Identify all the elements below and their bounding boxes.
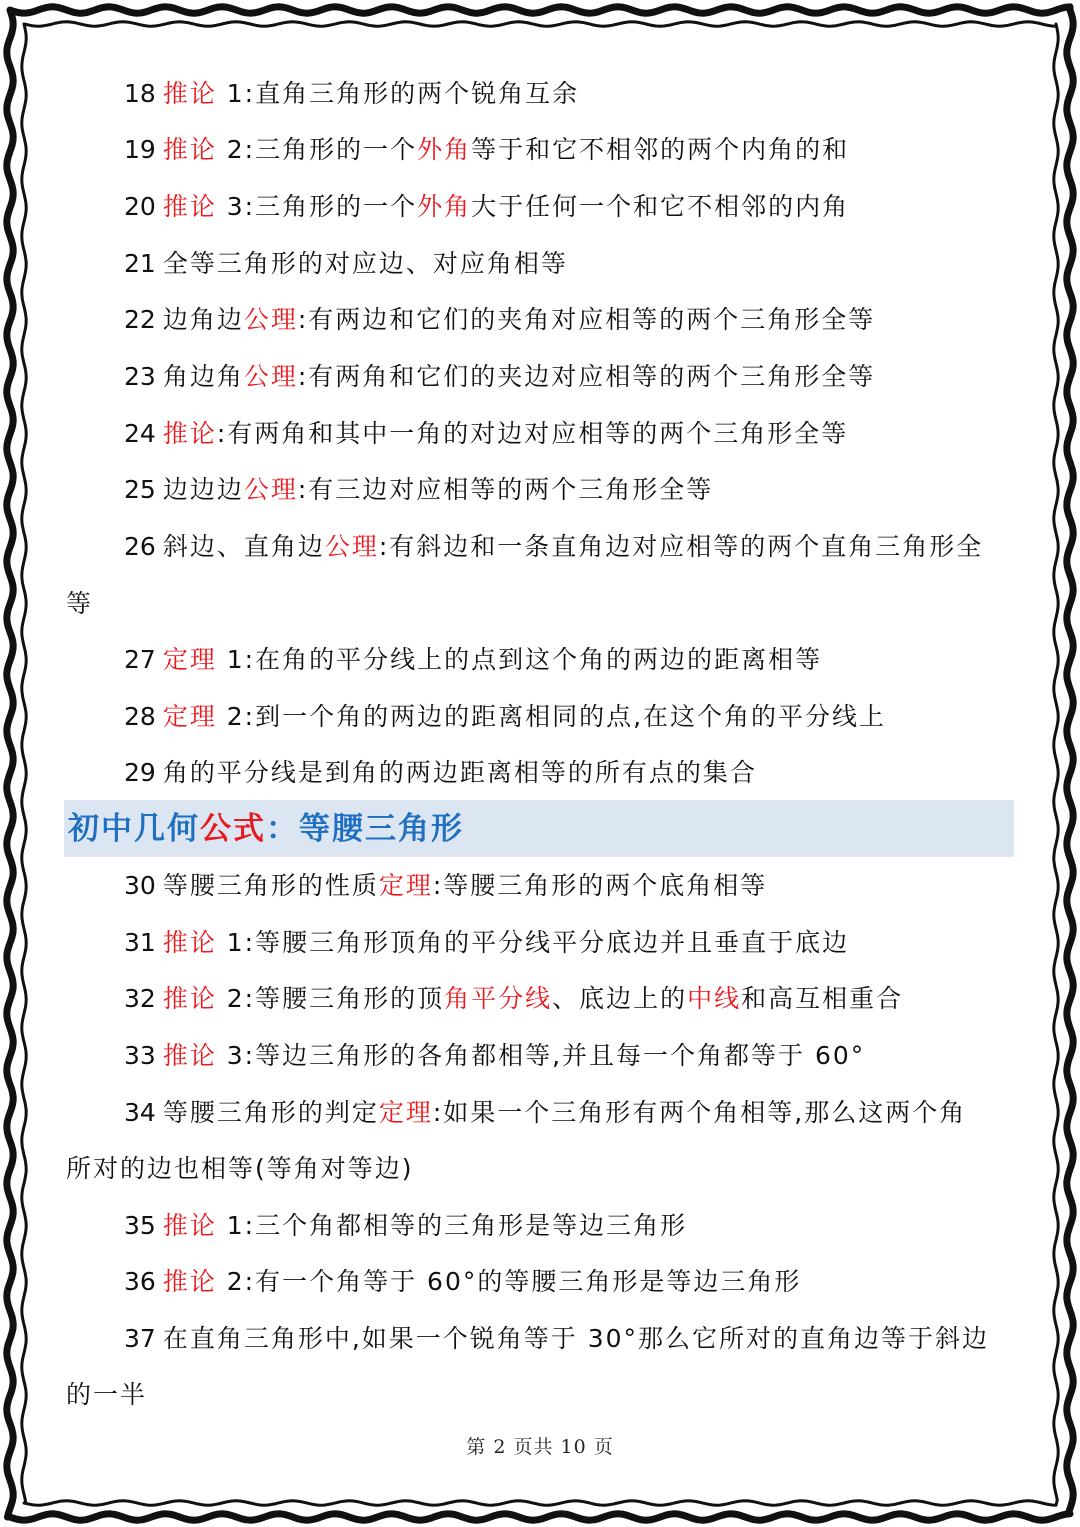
keyword: 推论 [162,135,217,164]
item-number: 26 [124,532,156,561]
list-item [124,925,849,961]
item-text: :有斜边和一条直角边对应相等的两个直角三角形全 [378,532,984,561]
item-text: 角的平分线是到角的两边距离相等的所有点的集合 [162,758,757,787]
item-text: 和高互相重合 [741,984,904,1013]
item-number: 33 [124,1041,156,1070]
item-number: 34 [124,1098,156,1127]
keyword: 推论 [162,1211,217,1240]
list-item [124,1038,865,1074]
heading-part: ：等腰三角形 [266,811,464,847]
item-number: 25 [124,475,156,504]
item-number: 36 [124,1267,156,1296]
list-item [124,981,903,1017]
keyword: 推论 [162,1267,217,1296]
list-item [124,132,849,168]
item-text: :有三边对应相等的两个三角形全等 [297,475,714,504]
item-number: 21 [124,249,156,278]
keyword: 推论 [162,1041,217,1070]
list-item [124,189,849,225]
keyword: 外角 [417,192,472,221]
keyword: 公理 [243,362,298,391]
list-item [124,1264,801,1300]
item-number: 32 [124,984,156,1013]
item-number: 27 [124,645,156,674]
item-text: 1:三个角都相等的三角形是等边三角形 [216,1211,688,1240]
keyword: 推论 [162,928,217,957]
item-text: 角边角 [162,362,244,391]
keyword: 推论 [162,192,217,221]
list-item [124,755,757,791]
list-item [124,1321,989,1357]
item-text: 、底边上的 [552,984,688,1013]
item-text: 等腰三角形的性质 [162,871,379,900]
item-text: 等于和它不相邻的两个内角的和 [471,135,850,164]
keyword: 角平分线 [444,984,553,1013]
item-number: 28 [124,702,156,731]
item-text: 等腰三角形的判定 [162,1098,379,1127]
item-text: 2:三角形的一个 [216,135,418,164]
item-text: :有两角和其中一角的对边对应相等的两个三角形全等 [216,419,849,448]
item-number: 31 [124,928,156,957]
item-number: 19 [124,135,156,164]
keyword: 推论 [162,79,217,108]
heading-part: 初中几何 [68,811,200,847]
item-text: 1:等腰三角形顶角的平分线平分底边并且垂直于底边 [216,928,850,957]
item-text: 1:在角的平分线上的点到这个角的两边的距离相等 [216,645,823,674]
keyword: 外角 [417,135,472,164]
list-item [124,416,848,452]
item-text: 斜边、直角边 [162,532,325,561]
list-item [124,868,767,904]
list-item-continuation: 等 [66,589,94,618]
keyword: 定理 [378,1098,433,1127]
item-text: 全等三角形的对应边、对应角相等 [162,249,568,278]
keyword: 公理 [243,475,298,504]
item-text: 2:等腰三角形的顶 [216,984,445,1013]
keyword: 定理 [378,871,433,900]
item-number: 22 [124,305,156,334]
item-number: 35 [124,1211,156,1240]
list-item [124,359,875,395]
item-text: 在直角三角形中,如果一个锐角等于 30°那么它所对的直角边等于斜边 [162,1324,990,1353]
section-heading [68,806,464,852]
keyword: 中线 [687,984,742,1013]
item-text: 2:到一个角的两边的距离相同的点,在这个角的平分线上 [216,702,887,731]
item-number: 30 [124,871,156,900]
heading-part-highlight: 公式 [200,811,266,847]
list-item [124,76,579,112]
item-text: 边边边 [162,475,244,504]
item-number: 23 [124,362,156,391]
item-text: :等腰三角形的两个底角相等 [432,871,768,900]
item-text: 2:有一个角等于 60°的等腰三角形是等边三角形 [216,1267,802,1296]
list-item [124,302,875,338]
list-item [124,699,886,735]
item-text: 3:三角形的一个 [216,192,418,221]
item-text: 边角边 [162,305,244,334]
item-number: 24 [124,419,156,448]
list-item [124,246,568,282]
list-item [124,472,713,508]
keyword: 推论 [162,984,217,1013]
keyword: 公理 [324,532,379,561]
item-text: 1:直角三角形的两个锐角互余 [216,79,580,108]
item-text: 3:等边三角形的各角都相等,并且每一个角都等于 60° [216,1041,866,1070]
list-item [124,1095,966,1131]
list-item [124,1208,687,1244]
list-item-continuation: 所对的边也相等(等角对等边) [66,1154,414,1183]
list-item [124,529,983,565]
keyword: 定理 [162,645,217,674]
item-number: 18 [124,79,156,108]
keyword: 定理 [162,702,217,731]
list-item [124,642,822,678]
item-number: 29 [124,758,156,787]
item-number: 20 [124,192,156,221]
page-footer: 第 2 页共 10 页 [466,1436,614,1458]
item-text: 大于任何一个和它不相邻的内角 [471,192,850,221]
keyword: 公理 [243,305,298,334]
item-number: 37 [124,1324,156,1353]
list-item-continuation: 的一半 [66,1380,148,1409]
item-text: :有两边和它们的夹角对应相等的两个三角形全等 [297,305,876,334]
item-text: :如果一个三角形有两个角相等,那么这两个角 [432,1098,967,1127]
keyword: 推论 [162,419,217,448]
item-text: :有两角和它们的夹边对应相等的两个三角形全等 [297,362,876,391]
